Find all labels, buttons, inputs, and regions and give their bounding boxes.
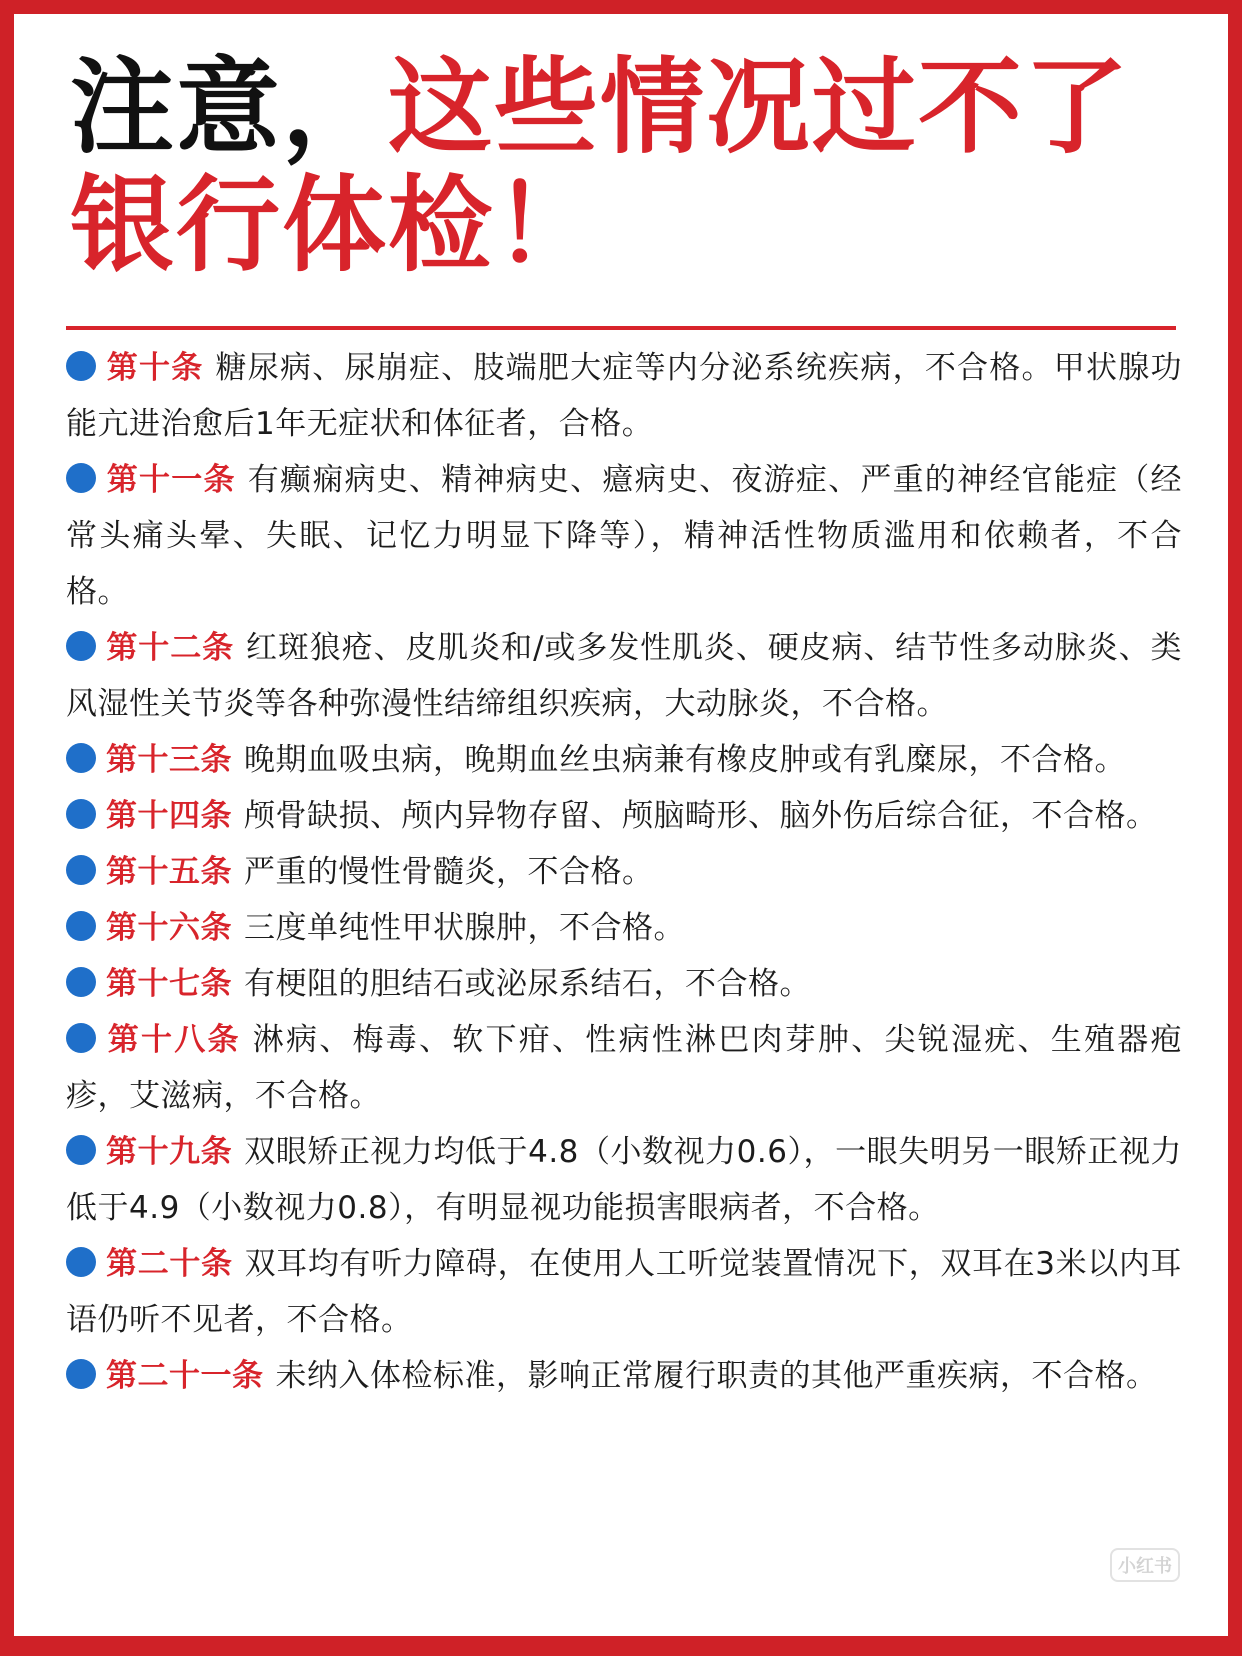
clause-label: 第二十一条 [106,1358,264,1394]
clause-text: 未纳入体检标准，影响正常履行职责的其他严重疾病，不合格。 [275,1358,1158,1394]
clause-item-16 [66,900,1182,956]
clause-label: 第十七条 [106,966,232,1002]
clause-item-15 [66,844,1182,900]
clause-text: 双耳均有听力障碍，在使用人工听觉装置情况下，双耳在3米以内耳语仍听不见者，不合格。 [66,1246,1182,1338]
bullet-dot-icon [66,743,96,773]
clause-text: 晚期血吸虫病，晚期血丝虫病兼有橡皮肿或有乳糜尿，不合格。 [244,742,1126,778]
clause-label: 第十九条 [106,1134,233,1170]
title-divider [66,326,1176,330]
clause-label: 第十一条 [106,462,236,498]
bullet-dot-icon [66,351,96,381]
clause-label: 第二十条 [106,1246,233,1282]
clause-label: 第十三条 [106,742,232,778]
bullet-dot-icon [66,1023,96,1053]
clause-item-21 [66,1348,1182,1404]
clause-item-19 [66,1124,1182,1236]
title-part-2: 这些情况过不了 [388,46,1131,168]
clause-item-17 [66,956,1182,1012]
clause-item-18 [66,1012,1182,1124]
clause-text: 淋病、梅毒、软下疳、性病性淋巴肉芽肿、尖锐湿疣、生殖器疱疹，艾滋病，不合格。 [66,1022,1182,1114]
clause-item-11 [66,452,1182,620]
clause-text: 双眼矫正视力均低于4.8（小数视力0.6），一眼失明另一眼矫正视力低于4.9（小数视力0.8），有明显视功能损害眼病者，不合格。 [66,1134,1182,1226]
title-part-1: 注意， [70,46,389,168]
bullet-dot-icon [66,1135,96,1165]
clause-item-13 [66,732,1182,788]
clause-text: 三度单纯性甲状腺肿，不合格。 [244,910,685,946]
bullet-dot-icon [66,1247,96,1277]
clause-label: 第十八条 [106,1022,241,1058]
bullet-dot-icon [66,1359,96,1389]
clause-text: 颅骨缺损、颅内异物存留、颅脑畸形、脑外伤后综合征，不合格。 [244,798,1158,834]
bullet-dot-icon [66,967,96,997]
clause-label: 第十条 [106,350,204,386]
bullet-dot-icon [66,855,96,885]
clause-text: 有梗阻的胆结石或泌尿系结石，不合格。 [244,966,811,1002]
clause-text: 严重的慢性骨髓炎，不合格。 [244,854,654,890]
clause-list [66,340,1182,1404]
clause-item-12 [66,620,1182,732]
page-title [70,48,1180,284]
clause-label: 第十六条 [106,910,232,946]
clause-label: 第十五条 [106,854,232,890]
clause-item-10 [66,340,1182,452]
clause-label: 第十四条 [106,798,232,834]
bullet-dot-icon [66,631,96,661]
bullet-dot-icon [66,799,96,829]
title-part-3: 银行体检！ [70,164,601,286]
clause-item-14 [66,788,1182,844]
clause-item-20 [66,1236,1182,1348]
clause-label: 第十二条 [106,630,234,666]
clause-text: 有癫痫病史、精神病史、癔病史、夜游症、严重的神经官能症（经常头痛头晕、失眠、记忆力明显下降等），精神活性物质滥用和依赖者，不合格。 [66,462,1183,610]
bullet-dot-icon [66,463,96,493]
bullet-dot-icon [66,911,96,941]
clause-text: 糖尿病、尿崩症、肢端肥大症等内分泌系统疾病，不合格。甲状腺功能亢进治愈后1年无症状和体征者，合格。 [66,350,1183,442]
watermark-logo: 小红书 [1110,1548,1180,1582]
clause-text: 红斑狼疮、皮肌炎和/或多发性肌炎、硬皮病、结节性多动脉炎、类风湿性关节炎等各种弥漫性结缔组织疾病，大动脉炎，不合格。 [66,630,1182,722]
